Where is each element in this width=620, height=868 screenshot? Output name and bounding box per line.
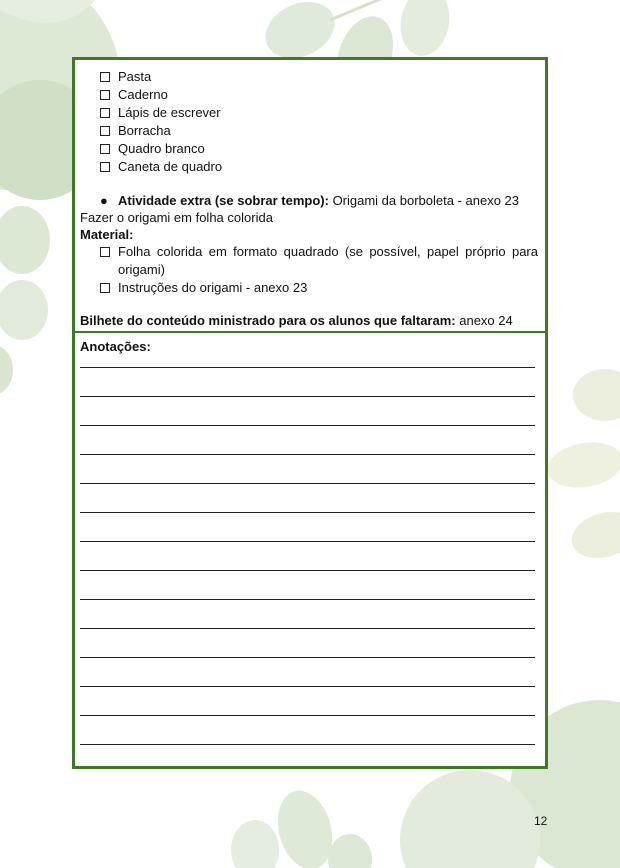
list-item: Pasta	[100, 68, 540, 86]
absent-students-note	[80, 312, 540, 329]
extra-activity-label: Atividade extra (se sobrar tempo):	[118, 193, 329, 208]
note-line[interactable]	[80, 686, 535, 687]
note-line[interactable]	[80, 628, 535, 629]
note-line[interactable]	[80, 715, 535, 716]
checkbox-icon	[100, 108, 110, 118]
absent-note-text: anexo 24	[455, 313, 513, 328]
note-line[interactable]	[80, 512, 535, 513]
material-heading: Material:	[80, 227, 134, 242]
note-line[interactable]	[80, 367, 535, 368]
list-item: Instruções do origami - anexo 23	[100, 279, 540, 297]
absent-note-label: Bilhete do conteúdo ministrado para os alunos que faltaram:	[80, 313, 456, 328]
lesson-materials-box	[72, 57, 548, 333]
notes-heading: Anotações:	[80, 339, 151, 354]
page-number: 12	[534, 814, 548, 828]
checkbox-icon	[100, 247, 110, 257]
checkbox-icon	[100, 72, 110, 82]
extra-activity-text: Origami da borboleta - anexo 23	[328, 193, 520, 208]
checkbox-icon	[100, 162, 110, 172]
note-line[interactable]	[80, 744, 535, 745]
extra-activity-line	[100, 192, 540, 209]
leaf-bottom-center	[231, 785, 372, 868]
list-item: Caderno	[100, 86, 540, 104]
notes-lines	[80, 367, 535, 745]
note-line[interactable]	[80, 396, 535, 397]
note-line[interactable]	[80, 570, 535, 571]
leaf-right-cream	[544, 369, 620, 565]
note-line[interactable]	[80, 454, 535, 455]
list-item: Lápis de escrever	[100, 104, 540, 122]
checkbox-icon	[100, 90, 110, 100]
list-item: Borracha	[100, 122, 540, 140]
note-line[interactable]	[80, 483, 535, 484]
checkbox-icon	[100, 126, 110, 136]
checkbox-icon	[100, 144, 110, 154]
note-line[interactable]	[80, 599, 535, 600]
list-item: Quadro branco	[100, 140, 540, 158]
instruction-text: Fazer o origami em folha colorida	[80, 210, 273, 225]
list-item: Caneta de quadro	[100, 158, 540, 176]
leaf-left-middle	[0, 206, 50, 394]
bullet-icon: ●	[100, 193, 108, 208]
checkbox-icon	[100, 283, 110, 293]
checklist-top	[80, 68, 540, 176]
note-line[interactable]	[80, 541, 535, 542]
notes-box	[72, 331, 548, 769]
material-list	[80, 243, 540, 297]
note-line[interactable]	[80, 657, 535, 658]
note-line[interactable]	[80, 425, 535, 426]
list-item: Folha colorida em formato quadrado (se possível, papel próprio para origami)	[100, 243, 540, 279]
